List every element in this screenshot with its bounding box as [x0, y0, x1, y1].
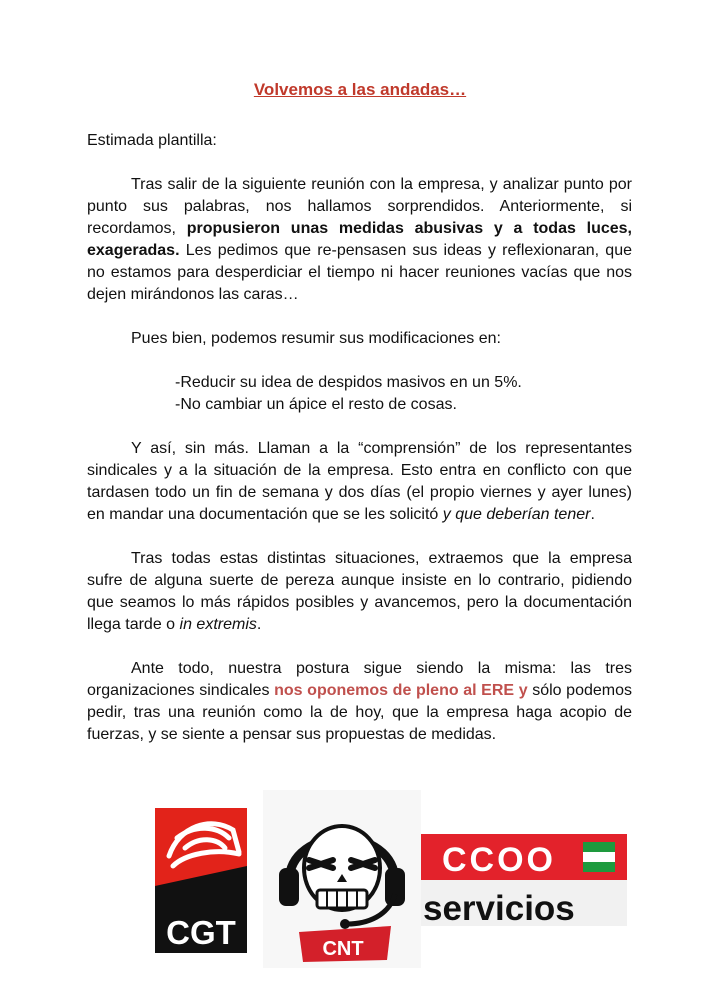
paragraph-5-text-end: sólo podemos pedir, tras una reunión como la de hoy, que la empresa haga acopio de fuerzas, y se siente a pensar sus propuestas de medidas. [87, 682, 633, 743]
andalusia-flag-icon [583, 842, 615, 872]
paragraph-3-italic: y que deberían tener [442, 506, 591, 523]
paragraph-4-text: Tras todas estas distintas situaciones, extraemos que la empresa sufre de alguna suerte de pereza aunque insiste en lo contrario, pidiendo que seamos lo más rápidos posibles y avancemos, pero la documentación llega tarde o [87, 550, 632, 633]
paragraph-1-text: Tras salir de la siguiente reunión con la empresa, y analizar punto por punto sus palabras, nos hallamos sorprendidos. Anteriormente, si recordamos, [87, 176, 632, 237]
cgt-logo [155, 808, 247, 953]
paragraph-4-text-end: . [256, 616, 262, 633]
cnt-logo [263, 790, 421, 968]
document-body [87, 130, 632, 746]
paragraph-5-text: Ante todo, nuestra postura sigue siendo la misma: las tres organizaciones sindicales [87, 660, 632, 699]
paragraph-3 [87, 438, 632, 526]
paragraph-5-red: nos oponemos de pleno al ERE y [274, 682, 528, 699]
document-title: Volvemos a las andadas… [253, 80, 467, 99]
paragraph-1 [87, 174, 632, 306]
cnt-logo-text: CNT [322, 938, 364, 960]
paragraph-1-text-end: Les pedimos que re-pensasen sus ideas y reflexionaran, que no estamos para desperdiciar el tiempo ni hacer reuniones vacías que nos dejen mirándonos las caras… [87, 242, 632, 303]
list-item: -Reducir su idea de despidos masivos en un 5%. [175, 374, 522, 391]
cgt-logo-text: CGT [166, 914, 236, 951]
paragraph-2: Pues bien, podemos resumir sus modificaciones en: [131, 330, 501, 347]
paragraph-5 [87, 658, 632, 746]
union-logos [0, 790, 720, 970]
paragraph-4-italic: in extremis [179, 616, 257, 633]
paragraph-1-bold: propusieron unas medidas abusivas y a todas luces, exageradas. [87, 220, 632, 259]
ccoo-logo [421, 834, 627, 926]
ccoo-logo-text: CCOO [442, 841, 556, 879]
ccoo-logo-subtext: servicios [423, 889, 575, 926]
paragraph-3-text-end: . [590, 506, 595, 523]
paragraph-3-text: Y así, sin más. Llaman a la “comprensión” de los representantes sindicales y a la situación de la empresa. Esto entra en conflicto con que tardasen todo un fin de semana y dos días (el propio viernes y ayer lunes) en mandar una documentación que se les solicitó [87, 440, 632, 523]
paragraph-4 [87, 548, 632, 636]
greeting: Estimada plantilla: [87, 132, 217, 149]
list-item: -No cambiar un ápice el resto de cosas. [175, 396, 457, 413]
